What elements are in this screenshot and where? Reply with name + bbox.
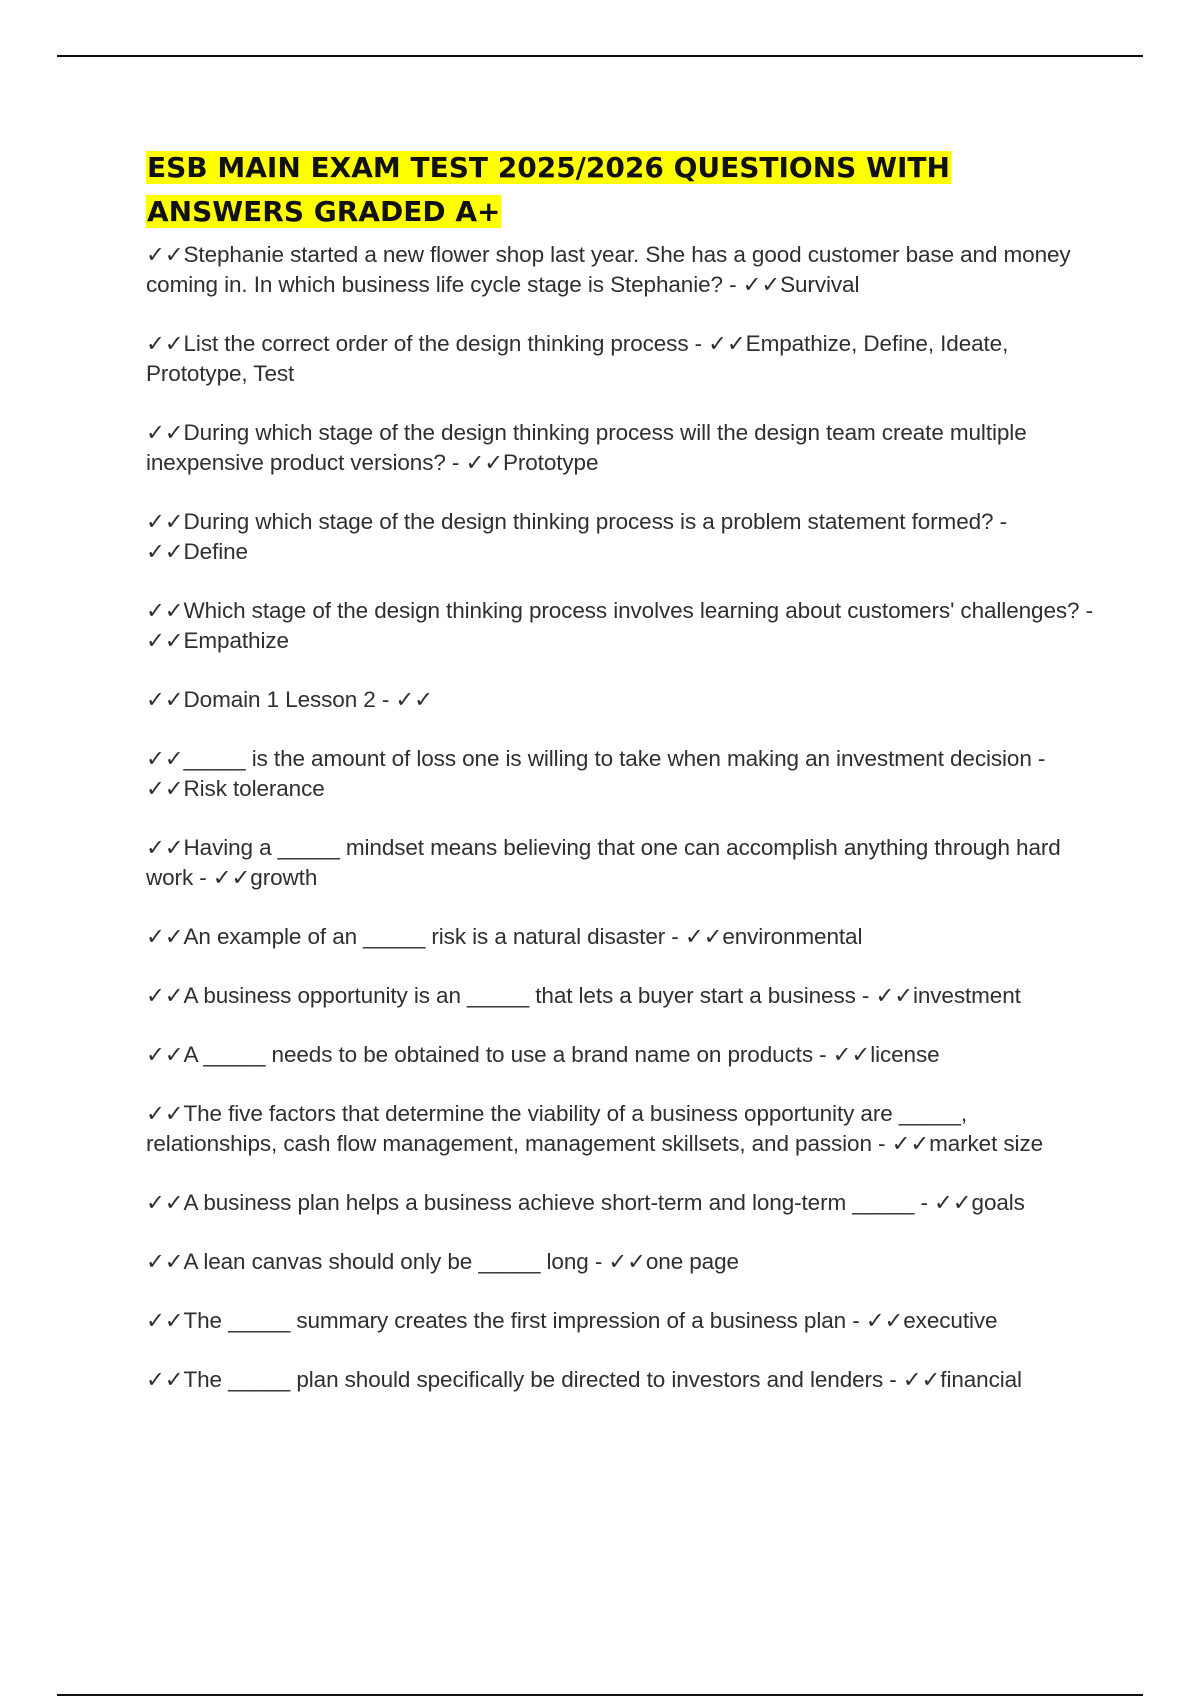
qa-item: ✓✓The _____ summary creates the first impression of a business plan - ✓✓executive: [146, 1308, 998, 1333]
title-highlight: ESB MAIN EXAM TEST 2025/2026 QUESTIONS WITH ANSWERS GRADED A+: [147, 151, 950, 228]
bottom-rule: [57, 1694, 1143, 1696]
document-title: [146, 146, 1096, 234]
qa-item: ✓✓Having a _____ mindset means believing that one can accomplish anything through hard work - ✓✓growth: [146, 835, 1061, 890]
qa-item: ✓✓A business opportunity is an _____ that lets a buyer start a business - ✓✓investment: [146, 983, 1021, 1008]
qa-item: ✓✓Which stage of the design thinking process involves learning about customers' challenges? - ✓✓Empathize: [146, 598, 1093, 653]
qa-item: ✓✓During which stage of the design thinking process is a problem statement formed? - ✓✓Define: [146, 509, 1007, 564]
qa-item: ✓✓Stephanie started a new flower shop last year. She has a good customer base and money coming in. In which business life cycle stage is Stephanie? - ✓✓Survival: [146, 242, 1071, 297]
qa-item: ✓✓A lean canvas should only be _____ long - ✓✓one page: [146, 1249, 739, 1274]
top-rule: [57, 55, 1143, 57]
qa-item: ✓✓List the correct order of the design thinking process - ✓✓Empathize, Define, Ideate, Prototype, Test: [146, 331, 1009, 386]
qa-list: [146, 240, 1096, 1395]
qa-item: ✓✓The five factors that determine the viability of a business opportunity are _____, relationships, cash flow management, management skillsets, and passion - ✓✓market size: [146, 1101, 1044, 1156]
document-body: [146, 146, 1096, 1424]
qa-item: ✓✓Domain 1 Lesson 2 - ✓✓: [146, 687, 433, 712]
qa-item: ✓✓An example of an _____ risk is a natural disaster - ✓✓environmental: [146, 924, 863, 949]
qa-item: ✓✓During which stage of the design thinking process will the design team create multiple inexpensive product versions? - ✓✓Prototype: [146, 420, 1027, 475]
qa-item: ✓✓_____ is the amount of loss one is willing to take when making an investment decision - ✓✓Risk tolerance: [146, 746, 1046, 801]
qa-item: ✓✓The _____ plan should specifically be directed to investors and lenders - ✓✓financial: [146, 1367, 1022, 1392]
qa-item: ✓✓A _____ needs to be obtained to use a brand name on products - ✓✓license: [146, 1042, 940, 1067]
qa-item: ✓✓A business plan helps a business achieve short-term and long-term _____ - ✓✓goals: [146, 1190, 1025, 1215]
